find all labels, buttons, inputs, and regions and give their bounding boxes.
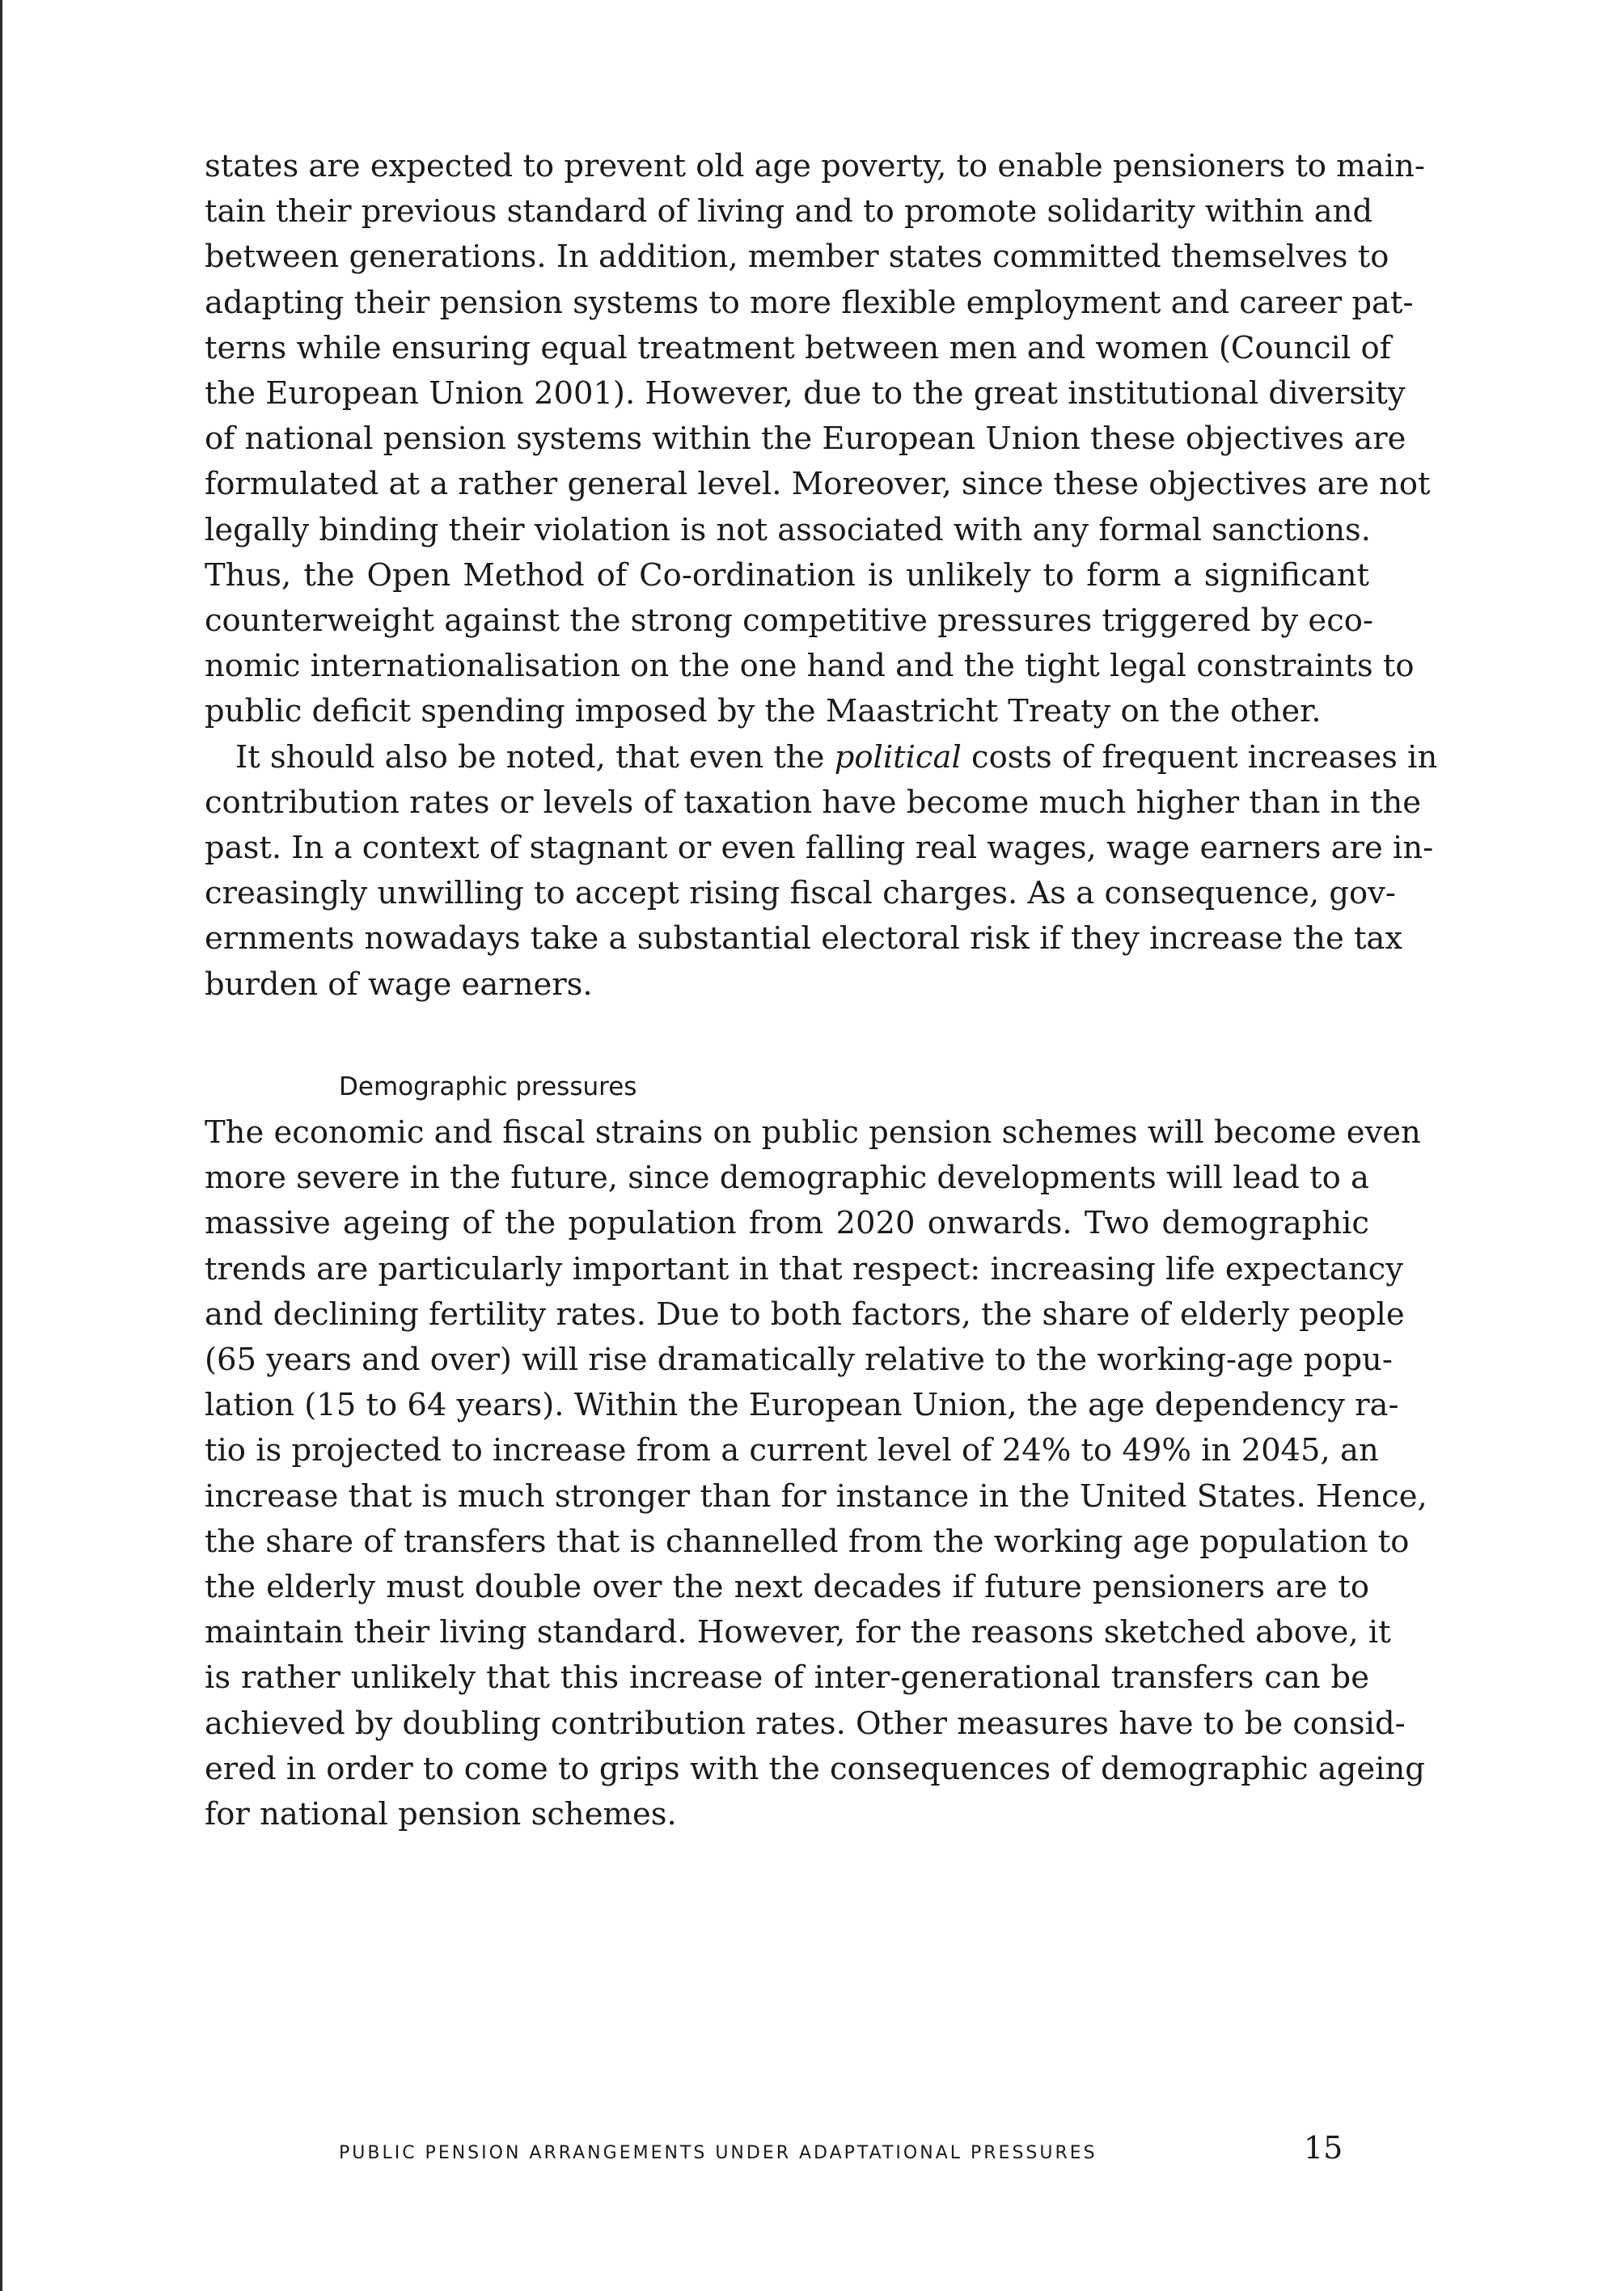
paragraph-3	[205, 1110, 1427, 1837]
paragraph-2	[205, 735, 1438, 1008]
text-line: adapting their pension systems to more flexible employment and career pat-	[205, 284, 1414, 321]
running-footer-title: PUBLIC PENSION ARRANGEMENTS UNDER ADAPTATIONAL PRESSURES	[339, 2143, 1097, 2163]
text-line: burden of wage earners.	[205, 966, 593, 1003]
text-line: maintain their living standard. However, for the reasons sketched above, it	[205, 1614, 1391, 1651]
text-line: formulated at a rather general level. Moreover, since these objectives are not	[205, 466, 1431, 503]
page-number: 15	[1304, 2130, 1343, 2166]
paragraph-1	[205, 144, 1431, 735]
text-line: creasingly unwilling to accept rising fiscal charges. As a consequence, gov-	[205, 875, 1396, 912]
text-line: achieved by doubling contribution rates. Other measures have to be consid-	[205, 1705, 1406, 1742]
text-line: lation (15 to 64 years). Within the European Union, the age dependency ra-	[205, 1387, 1399, 1424]
text-line-with-emphasis	[205, 735, 1438, 780]
text-line: tain their previous standard of living and to promote solidarity within and	[205, 193, 1373, 230]
text-line: ered in order to come to grips with the consequences of demographic ageing	[205, 1750, 1425, 1787]
text-line: states are expected to prevent old age poverty, to enable pensioners to main-	[205, 148, 1425, 184]
emphasis-political: political	[834, 738, 962, 776]
text-line: The economic and fiscal strains on public pension schemes will become even	[205, 1114, 1421, 1151]
text-line: for national pension schemes.	[205, 1796, 677, 1833]
text-line: of national pension systems within the European Union these objectives are	[205, 421, 1406, 458]
text-run: costs of frequent increases in	[961, 738, 1438, 776]
body-text-section	[205, 1110, 1427, 1837]
text-line: the European Union 2001). However, due to the great institutional diversity	[205, 375, 1406, 412]
text-line: between generations. In addition, member states committed themselves to	[205, 239, 1389, 276]
text-line: the elderly must double over the next decades if future pensioners are to	[205, 1569, 1369, 1606]
text-line: is rather unlikely that this increase of inter-generational transfers can be	[205, 1659, 1369, 1697]
text-line: ernments nowadays take a substantial electoral risk if they increase the tax	[205, 920, 1403, 957]
text-line: massive ageing of the population from 2020 onwards. Two demographic	[205, 1205, 1369, 1242]
section-heading: Demographic pressures	[339, 1072, 637, 1101]
text-line: trends are particularly important in that respect: increasing life expectancy	[205, 1250, 1403, 1287]
text-line: contribution rates or levels of taxation have become much higher than in the	[205, 784, 1422, 821]
page-edge-rule	[0, 0, 2, 2291]
text-line: legally binding their violation is not associated with any formal sanctions.	[205, 511, 1372, 548]
text-line: Thus, the Open Method of Co-ordination is unlikely to form a significant	[205, 556, 1369, 594]
text-line: past. In a context of stagnant or even falling real wages, wage earners are in-	[205, 830, 1434, 867]
text-line: the share of transfers that is channelled from the working age population to	[205, 1523, 1410, 1560]
text-line: increase that is much stronger than for instance in the United States. Hence,	[205, 1477, 1427, 1515]
text-line: counterweight against the strong competitive pressures triggered by eco-	[205, 602, 1373, 640]
body-text-top	[205, 144, 1438, 1008]
text-line: more severe in the future, since demographic developments will lead to a	[205, 1160, 1369, 1197]
text-run: It should also be noted, that even the	[235, 738, 835, 776]
text-line: public deficit spending imposed by the Maastricht Treaty on the other.	[205, 693, 1322, 730]
text-line: (65 years and over) will rise dramatically relative to the working-age popu-	[205, 1342, 1393, 1379]
text-line: and declining fertility rates. Due to both factors, the share of elderly people	[205, 1296, 1405, 1333]
text-line: terns while ensuring equal treatment between men and women (Council of	[205, 329, 1391, 366]
text-line: nomic internationalisation on the one hand and the tight legal constraints to	[205, 648, 1415, 685]
text-line: tio is projected to increase from a current level of 24% to 49% in 2045, an	[205, 1432, 1379, 1469]
